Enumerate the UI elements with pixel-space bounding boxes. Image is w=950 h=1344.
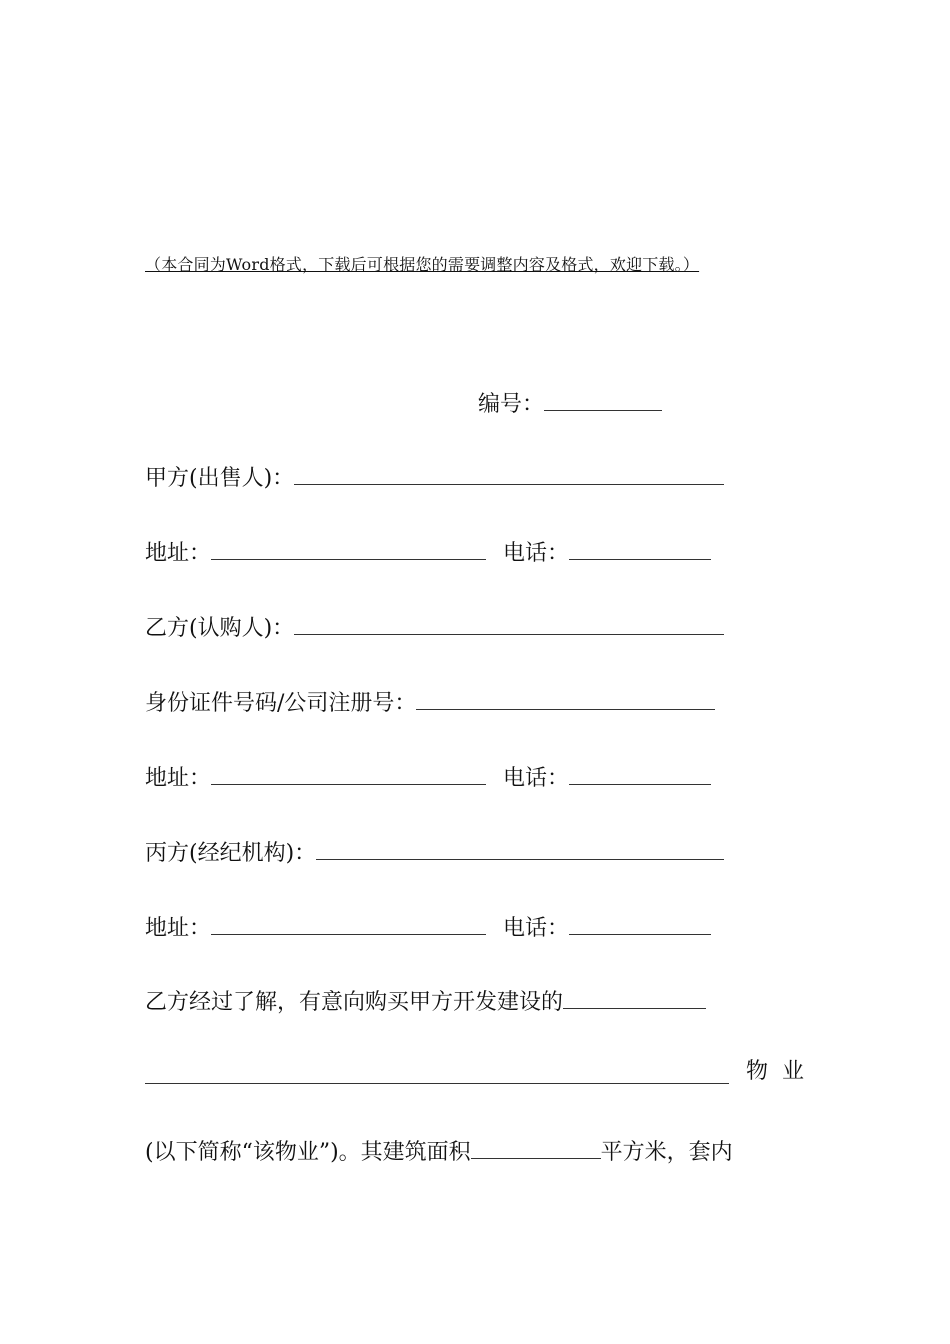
word-format-notice: （本合同为Word格式，下载后可根据您的需要调整内容及格式，欢迎下载。） (145, 255, 700, 274)
address-label: 地址： (145, 541, 212, 566)
party-c-row (145, 833, 724, 867)
property-word: 物业 (746, 1059, 819, 1084)
address-label: 地址： (145, 916, 212, 941)
party-a-address-row (145, 533, 711, 567)
project-name-field[interactable] (563, 982, 706, 1009)
id-number-field[interactable] (416, 683, 715, 710)
intent-text: 乙方经过了解，有意向购买甲方开发建设的 (145, 990, 564, 1015)
party-b-field[interactable] (294, 608, 724, 635)
party-c-phone-field[interactable] (569, 908, 711, 935)
id-number-row (145, 683, 715, 717)
contract-number-field[interactable] (544, 384, 662, 411)
party-c-address-row (145, 908, 711, 942)
phone-label: 电话： (503, 541, 570, 566)
party-a-phone-field[interactable] (569, 533, 711, 560)
contract-number-label: 编号： (478, 392, 545, 417)
id-number-label: 身份证件号码/公司注册号： (145, 691, 417, 716)
party-b-row (145, 608, 724, 642)
contract-number-row (478, 384, 662, 418)
area-row (145, 1132, 733, 1166)
property-description-field[interactable] (145, 1063, 729, 1084)
party-b-address-row (145, 758, 711, 792)
party-b-address-field[interactable] (211, 758, 486, 785)
party-a-address-field[interactable] (211, 533, 486, 560)
party-b-phone-field[interactable] (569, 758, 711, 785)
intent-row (145, 982, 706, 1016)
phone-label: 电话： (503, 766, 570, 791)
party-a-row (145, 458, 724, 492)
party-c-address-field[interactable] (211, 908, 486, 935)
area-text-part1: (以下简称“该物业”)。其建筑面积 (145, 1140, 471, 1165)
party-b-label: 乙方(认购人)： (145, 616, 295, 641)
phone-label: 电话： (503, 916, 570, 941)
address-label: 地址： (145, 766, 212, 791)
party-c-label: 丙方(经纪机构)： (145, 841, 317, 866)
area-text-part2: 平方米，套内 (600, 1140, 733, 1165)
building-area-field[interactable] (471, 1132, 601, 1159)
party-a-field[interactable] (294, 458, 724, 485)
party-a-label: 甲方(出售人)： (145, 466, 295, 491)
party-c-field[interactable] (316, 833, 724, 860)
